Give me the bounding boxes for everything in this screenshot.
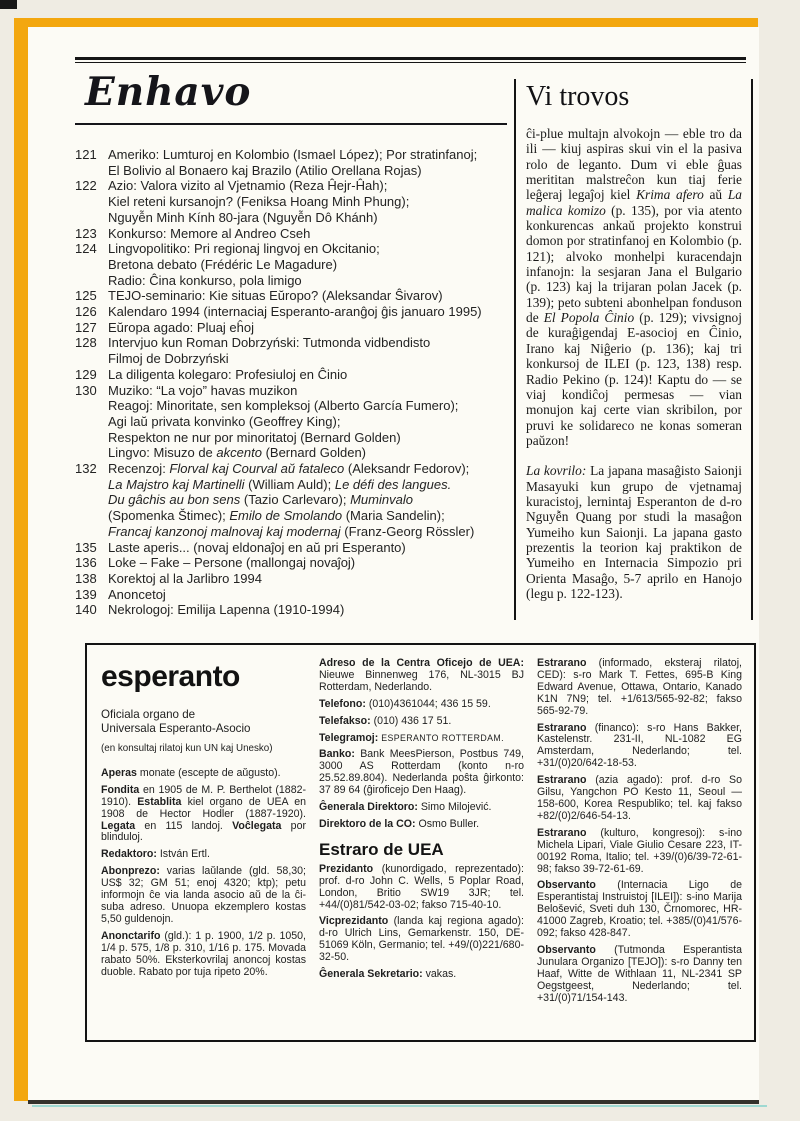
- toc-entry: [75, 461, 523, 540]
- toc-entry: [75, 320, 523, 336]
- toc-entry-text: [108, 367, 523, 383]
- toc-list: [75, 147, 523, 618]
- consultative-note: [101, 743, 306, 755]
- text-segment: Observanto: [537, 879, 596, 892]
- toc-entry-text: [108, 288, 523, 304]
- toc-entry-text: [108, 320, 523, 336]
- text-segment: (azia agado): prof. d-ro So Gilsu, Yangchon PO Kesto 11, Seoul — 158-600, Korea Respubliko; tel. kaj fakso +82/(0)2/646-54-13.: [537, 774, 742, 822]
- text-segment: Krima afero: [636, 187, 704, 203]
- text-segment: Du gâchis au bon sens: [108, 492, 241, 508]
- text-segment: El Popola Ĉinio: [543, 310, 635, 326]
- text-segment: akcento: [216, 445, 262, 461]
- text-segment: Estrarano: [537, 826, 587, 839]
- text-segment: (Tutmonda Esperantista Junulara Organizo [TEJO]): s-ro Danny ten Haaf, Witte de Withlaan 11, NL-2341 SP Oegstgeest, Nederlando; tel. +31/(0)71/154-143.: [537, 943, 742, 1004]
- masthead-paragraph: [537, 723, 742, 771]
- toc-entry-text: [108, 304, 523, 320]
- toc-line: [108, 210, 523, 226]
- text-segment: Estraro de UEA: [319, 839, 444, 859]
- text-segment: Radio: Ĉina konkurso, pola limigo: [108, 272, 302, 288]
- toc-line: [108, 226, 523, 242]
- organ-line: [101, 722, 306, 736]
- masthead-paragraph: [537, 945, 742, 1005]
- text-segment: (Tazio Carlevaro);: [240, 492, 351, 508]
- toc-line: [108, 257, 523, 273]
- toc-line: [108, 178, 523, 194]
- toc-page-number: 126: [75, 304, 97, 320]
- toc-entry-text: [108, 241, 523, 288]
- toc-page-number: 136: [75, 555, 97, 571]
- text-segment: Ameriko: Lumturoj en Kolombio (Ismael López); Por stratinfanoj;: [108, 147, 478, 162]
- toc-entry-text: [108, 602, 523, 618]
- organ-line: [101, 708, 306, 722]
- masthead-paragraph: [319, 969, 524, 981]
- toc-line: [108, 430, 523, 446]
- vi-trovos-column: [526, 81, 742, 616]
- masthead-paragraph: [101, 849, 306, 861]
- toc-entry: [75, 178, 523, 225]
- text-segment: Legata: [101, 819, 136, 832]
- toc-entry: [75, 367, 523, 383]
- toc-line: [108, 273, 523, 289]
- contents-page: [28, 27, 759, 1104]
- masthead-column-1: [101, 658, 306, 1032]
- text-segment: (010) 436 17 51.: [370, 714, 452, 727]
- text-segment: Osmo Buller.: [415, 817, 480, 830]
- toc-entry: [75, 147, 523, 178]
- text-segment: Lingvo: Misuzo de: [108, 445, 217, 461]
- text-segment: Adreso de la Centra Oficejo de UEA:: [319, 657, 524, 669]
- toc-line: [108, 540, 523, 556]
- toc-entry: [75, 241, 523, 288]
- text-segment: varias laŭlande (gld. 58,30; US$ 32; GM 51; enoj 4320; ktp); petu informojn ĉe via landa asocio aŭ de la ĉi-suba adreso. Unuopa ekzemplero kostas 5,50 guldenojn.: [101, 865, 306, 925]
- text-segment: kiel organo de UEA en 1908 de Hector Hodler (1887-1920).: [101, 795, 306, 820]
- text-segment: Reagoj: Minoritate, sen kompleksoj (Alberto García Fumero);: [108, 398, 459, 414]
- text-segment: (en konsultaj rilatoj kun UN kaj Unesko): [101, 743, 273, 754]
- masthead-paragraph: [537, 828, 742, 876]
- vi-trovos-left-rule: [514, 79, 516, 620]
- section-heading: [319, 839, 524, 859]
- masthead-paragraph: [537, 880, 742, 940]
- text-segment: Prezidanto: [319, 862, 374, 875]
- text-segment: (kunordigado, reprezentado): prof. d-ro John C. Wells, 5 Poplar Road, London, Britio SW19 3JR; tel. +44/(0)81/542-03-02; fakso 715-40-10.: [319, 862, 524, 911]
- toc-entry-text: [108, 555, 523, 571]
- text-segment: Bank MeesPierson, Postbus 749, 3000 AS Rotterdam (konto n-ro 25.52.89.804). Nederlanda poŝta ĝirkonto: 37 89 64 (ĝiroficejo Den Haag).: [319, 748, 524, 797]
- text-segment: (p. 129); vivsignoj de kuraĝigendaj E-asocioj en Ĉinio, Irano kaj Niĝerio (p. 136); kaj tri konkursoj de ILEI (p. 123, 138) resp. Radio Pekino (p. 124)! Kaptu do — se viaj kondiĉoj permesas — vian monujon kaj certe vian skribilon, por pruvi ke solidareco ne konas someran paŭzon!: [526, 310, 742, 448]
- text-segment: Emilo de Smolando: [229, 508, 343, 524]
- text-segment: esperanto: [101, 660, 240, 693]
- text-segment: Konkurso: Memore al Andreo Cseh: [108, 225, 311, 241]
- toc-line: [108, 288, 523, 304]
- text-segment: (Spomenka Štimec);: [108, 508, 230, 524]
- masthead-paragraph: [101, 931, 306, 979]
- toc-line: [108, 602, 523, 618]
- toc-page-number: 130: [75, 382, 97, 398]
- text-segment: (p. 135), por via atento konkurencas ankaŭ projekto konstrui domon por stratinfanoj en Kolombio (p. 121); alvoko monhelpi kuracendajn infanojn: la sesjaran Jana el Bulgario (p. 123) kaj la trijaran polan Jacek (p. 139); peto subteni abonhelpan fonduson de: [526, 202, 742, 326]
- text-segment: Eŭropa agado: Pluaj eĥoj: [108, 319, 255, 335]
- text-segment: Establita: [137, 795, 182, 808]
- text-segment: Kiel reteni kursanojn? (Feniksa Hoang Minh Phung);: [108, 194, 410, 210]
- masthead-paragraph: [319, 699, 524, 711]
- text-segment: TEJO-seminario: Kie situas Eŭropo? (Aleksandar Ŝivarov): [108, 288, 443, 304]
- text-segment: Azio: Valora vizito al Vjetnamio (Reza Ĥejr-Ĥah);: [108, 178, 388, 194]
- text-segment: Nguyễn Minh Kính 80-jara (Nguyễn Dô Khánh): [108, 209, 378, 225]
- text-segment: La diligenta kolegaro: Profesiuloj en Ĉinio: [108, 366, 348, 382]
- text-segment: Telefono:: [319, 697, 366, 710]
- scan-corner-artifact: [0, 0, 17, 9]
- text-segment: Bretona debato (Frédéric Le Magadure): [108, 256, 338, 272]
- toc-line: [108, 241, 523, 257]
- text-segment: monate (escepte de aŭgusto).: [136, 766, 281, 779]
- text-segment: Anonctarifo: [101, 929, 161, 942]
- text-segment: Intervjuo kun Roman Dobrzyński: Tutmonda vidbendisto: [108, 335, 431, 351]
- text-segment: Francaj kanzonoj malnovaj kaj modernaj: [108, 523, 341, 539]
- toc-entry: [75, 304, 523, 320]
- text-segment: aŭ: [703, 187, 728, 203]
- toc-page-number: 135: [75, 539, 97, 555]
- masthead-box: [85, 643, 756, 1042]
- text-segment: Le défi des langues.: [334, 476, 452, 492]
- toc-entry: [75, 383, 523, 462]
- text-segment: Banko:: [319, 748, 355, 761]
- text-segment: Muminvalo: [350, 492, 413, 508]
- toc-line: [108, 367, 523, 383]
- text-segment: Aperas: [101, 766, 137, 779]
- text-segment: (Bernard Golden): [261, 445, 367, 461]
- vi-trovos-body: [526, 126, 742, 601]
- masthead-paragraph: [319, 716, 524, 728]
- text-segment: Simo Milojević.: [417, 801, 492, 814]
- text-segment: (Franz-Georg Rössler): [340, 523, 475, 539]
- toc-entry: [75, 571, 523, 587]
- text-segment: La japana masaĝisto Saionji Masayuki kun grupo de vjetnamaj kuracistoj, lernintaj Esperanton de d-ro Nguyễn Quang por studi la masaĝon Yumeiho kun Saionji. La japana gasto prezentis la teorion kaj praktikon de Yumeiho en Internacia Simpozio pri Orienta Masaĝo, 5-7 aprilo en Hanojo (legu p. 122-123).: [526, 463, 742, 601]
- toc-page-number: 124: [75, 241, 97, 257]
- toc-line: [108, 335, 523, 351]
- text-segment: (gld.): 1 p. 1900, 1/2 p. 1050, 1/4 p. 575, 1/8 p. 310, 1/16 p. 175. Movada rabato 50%. Eksterkovrilaj anoncoj kostas duoble. Rabato por tuja ripeto 20%.: [101, 929, 306, 978]
- toc-page-number: 121: [75, 147, 97, 162]
- text-segment: (financo): s-ro Hans Bakker, Kastelenstr. 231-II, NL-1082 EG Amsterdam, Nederlando; tel. +31/(0)20/642-18-53.: [537, 721, 742, 770]
- toc-line: [108, 571, 523, 587]
- text-segment: Respekton ne nur por minoritatoj (Bernard Golden): [108, 429, 401, 445]
- text-segment: Muziko: “La vojo” havas muzikon: [108, 382, 298, 398]
- masthead-paragraph: [319, 733, 524, 745]
- text-segment: (kulturo, kongresoj): s-ino Michela Lipari, Viale Giulio Cesare 223, IT-00192 Roma, Italio; tel. +39/(0)6/39-72-61-98; fakso 39-72-61-69.: [537, 826, 742, 875]
- text-segment: (010)4361044; 436 15 59.: [365, 697, 491, 710]
- text-segment: Universala Esperanto-Asocio: [101, 721, 251, 735]
- text-segment: La malica komizo: [526, 187, 742, 218]
- text-segment: Direktoro de la CO:: [319, 817, 416, 830]
- toc-line: [108, 461, 523, 477]
- toc-line: [108, 304, 523, 320]
- toc-line: [108, 351, 523, 367]
- text-segment: Filmoj de Dobrzyński: [108, 351, 229, 367]
- toc-line: [108, 398, 523, 414]
- text-segment: Korektoj al la Jarlibro 1994: [108, 570, 262, 586]
- toc-line: [108, 524, 523, 540]
- text-segment: El Bolivio al Bonaero kaj Brazilo (Atilio Orellana Rojas): [108, 162, 422, 178]
- toc-line: [108, 477, 523, 493]
- text-segment: Voĉlegata: [232, 819, 282, 832]
- top-double-rule: [75, 57, 746, 63]
- toc-line: [108, 445, 523, 461]
- toc-page-number: 123: [75, 225, 97, 241]
- text-segment: Lingvopolitiko: Pri regionaj lingvoj en Okcitanio;: [108, 241, 380, 257]
- text-segment: Nekrologoj: Emilija Lapenna (1910-1994): [108, 602, 345, 618]
- toc-line: [108, 555, 523, 571]
- text-segment: Laste aperis... (novaj eldonaĵoj en aŭ pri Esperanto): [108, 539, 406, 555]
- masthead-paragraph: [319, 802, 524, 814]
- text-segment: Florval kaj Courval aŭ fataleco: [169, 461, 345, 477]
- text-segment: en 115 landoj.: [135, 819, 233, 832]
- toc-entry: [75, 288, 523, 304]
- vi-trovos-paragraph: [526, 463, 742, 601]
- toc-page-number: 140: [75, 602, 97, 618]
- text-segment: Ĝenerala Direktoro:: [319, 801, 418, 814]
- toc-entry-text: [108, 461, 523, 540]
- text-segment: Kalendaro 1994 (internaciaj Esperanto-aranĝoj ĝis januaro 1995): [108, 304, 482, 320]
- toc-entry-text: [108, 335, 523, 366]
- masthead-column-3: [537, 658, 742, 1032]
- masthead-paragraph: [537, 658, 742, 718]
- text-segment: Estrarano: [537, 657, 587, 669]
- toc-entry-text: [108, 587, 523, 603]
- vi-trovos-right-rule: [751, 79, 753, 620]
- vi-trovos-paragraph: [526, 126, 742, 448]
- text-segment: por blinduloj.: [101, 819, 306, 844]
- toc-line: [108, 320, 523, 336]
- text-segment: Observanto: [537, 943, 596, 956]
- toc-entry-text: [108, 383, 523, 462]
- text-segment: (William Auld);: [244, 476, 335, 492]
- toc-entry-text: [108, 571, 523, 587]
- text-segment: (Maria Sandelin);: [342, 508, 445, 524]
- masthead-paragraph: [537, 775, 742, 823]
- toc-line: [108, 414, 523, 430]
- masthead-paragraph: [319, 658, 524, 694]
- text-segment: (Aleksandr Fedorov);: [344, 461, 470, 477]
- text-segment: Fondita: [101, 783, 140, 796]
- toc-line: [108, 587, 523, 603]
- text-segment: Telegramoj:: [319, 731, 379, 744]
- text-segment: Redaktoro:: [101, 848, 157, 861]
- contents-title: Enhavo: [85, 69, 252, 115]
- text-segment: Ĝenerala Sekretario:: [319, 968, 423, 981]
- masthead-paragraph: [319, 864, 524, 912]
- toc-entry: [75, 226, 523, 242]
- toc-entry: [75, 335, 523, 366]
- text-segment: (Internacia Ligo de Esperantistaj Instruistoj [ILEI]): s-ino Marija Belošević, Sveti duh 130, Črnomorec, HR-41000 Zagreb, Kroatio; tel. +385/(0)41/576-092; fakso 428-847.: [537, 879, 742, 940]
- toc-page-number: 138: [75, 570, 97, 586]
- text-segment: (informado, eksteraj rilatoj, CED): s-ro Mark T. Fettes, 695-B King Edward Avenue, Ottawa, Ontario, Kanado K1N 7N9; tel. +1/613/565-92-82; fakso 565-92-79.: [537, 657, 742, 717]
- text-segment: Oficiala organo de: [101, 708, 196, 721]
- toc-entry: [75, 540, 523, 556]
- text-segment: vakas.: [422, 968, 457, 981]
- toc-entry: [75, 555, 523, 571]
- toc-entry-text: [108, 226, 523, 242]
- text-segment: Estrarano: [537, 721, 587, 734]
- toc-line: [108, 383, 523, 399]
- toc-entry-text: [108, 147, 523, 178]
- toc-line: [108, 508, 523, 524]
- toc-entry: [75, 587, 523, 603]
- text-segment: Vicprezidanto: [319, 915, 389, 928]
- toc-line: [108, 194, 523, 210]
- masthead-paragraph: [101, 785, 306, 845]
- toc-entry-text: [108, 540, 523, 556]
- masthead-paragraph: [319, 916, 524, 964]
- toc-page-number: 127: [75, 319, 97, 335]
- toc-page-number: 129: [75, 366, 97, 382]
- toc-page-number: 128: [75, 335, 97, 351]
- text-segment: Anoncetoj: [108, 586, 166, 602]
- text-segment: Nieuwe Binnenweg 176, NL-3015 BJ Rotterdam, Nederlando.: [319, 668, 524, 693]
- text-segment: Abonprezo:: [101, 865, 160, 878]
- toc-entry-text: [108, 178, 523, 225]
- masthead-paragraph: [101, 866, 306, 926]
- text-segment: ESPERANTO ROTTERDAM.: [381, 732, 504, 743]
- text-segment: en 1905 de M. P. Berthelot (1882-1910).: [101, 783, 306, 808]
- text-segment: István Ertl.: [156, 848, 210, 861]
- magazine-logo: [101, 662, 306, 692]
- masthead-paragraph: [319, 749, 524, 797]
- toc-page-number: 132: [75, 461, 97, 477]
- toc-line: [108, 163, 523, 179]
- title-underline: [75, 123, 507, 125]
- text-segment: ĉi-plue multajn alvokojn — eble tro da ili — kiuj aspiras skui vin el la pasiva rolo de leganto. Dum vi eble ĝuas merititan malstreĉon kun tiaj ferie leĝeraj legaĵoj kiel: [526, 126, 742, 203]
- text-segment: Estrarano: [537, 774, 587, 787]
- masthead-column-2: [319, 658, 524, 1032]
- toc-page-number: 139: [75, 586, 97, 602]
- masthead-paragraph: [101, 768, 306, 780]
- toc-line: [108, 492, 523, 508]
- text-segment: Agi laŭ privata konvinko (Geoffrey King);: [108, 413, 341, 429]
- toc-page-number: 125: [75, 288, 97, 304]
- text-segment: (landa kaj regiona agado): d-ro Ulrich Lins, Gemarkenstr. 150, DE-51069 Köln, Germanio; tel. +49/(0)221/680-32-50.: [319, 915, 524, 964]
- text-segment: Recenzoj:: [108, 461, 170, 477]
- toc-page-number: 122: [75, 178, 97, 194]
- text-segment: Telefakso:: [319, 714, 371, 727]
- vi-trovos-title: Vi trovos: [526, 81, 630, 112]
- masthead-paragraph: [319, 819, 524, 831]
- text-segment: Loke – Fake – Persone (mallongaj novaĵoj): [108, 555, 356, 571]
- toc-entry: [75, 602, 523, 618]
- text-segment: La Majstro kaj Martinelli: [108, 476, 245, 492]
- text-segment: La kovrilo:: [526, 463, 587, 479]
- toc-line: [108, 147, 523, 163]
